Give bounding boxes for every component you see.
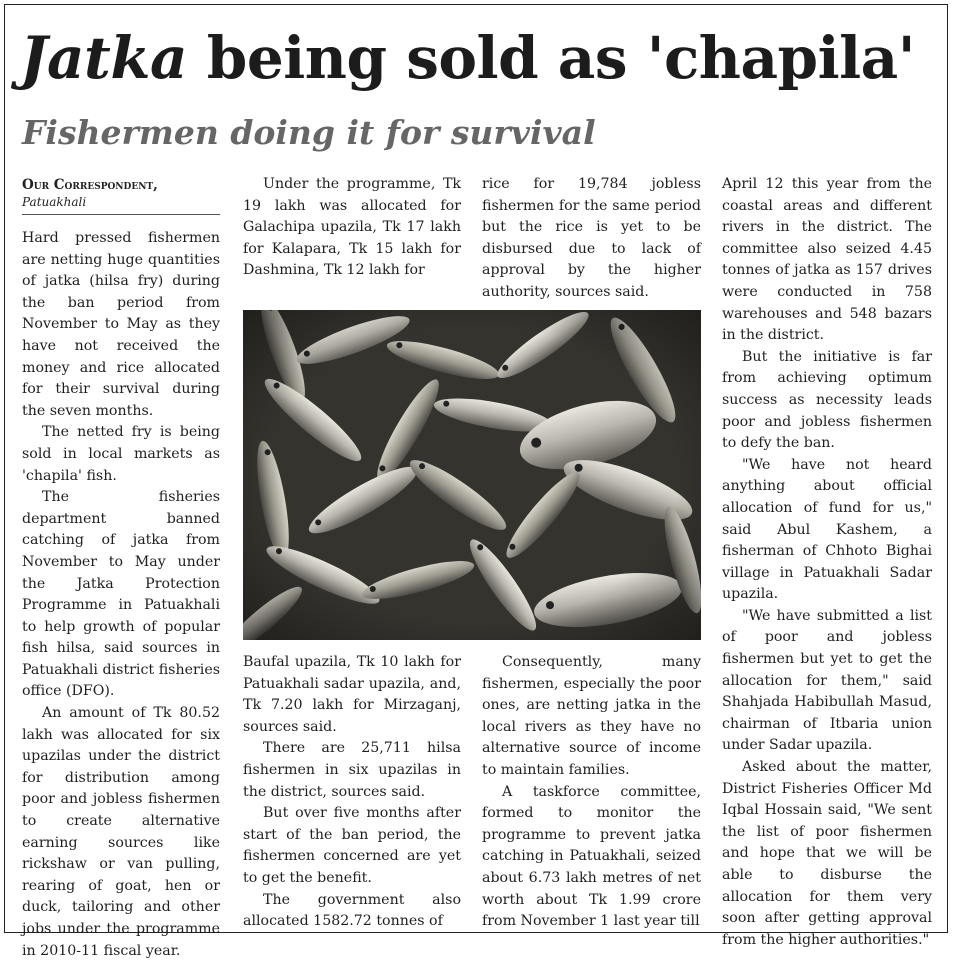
paragraph: The netted fry is being sold in local markets as 'chapila' fish. bbox=[22, 424, 220, 484]
headline bbox=[20, 20, 940, 96]
column-3-top bbox=[482, 174, 701, 304]
fish-photo bbox=[243, 310, 701, 640]
paragraph: Under the programme, Tk 19 lakh was allocated for Galachipa upazila, Tk 17 lakh for Kalapara, Tk 15 lakh for Dashmina, Tk 12 lakh for bbox=[243, 176, 461, 279]
paragraph: Hard pressed fishermen are netting huge quantities of jatka (hilsa fry) during the ban period from November to May as they have not received the money and rice allocated for their survival during the seven months. bbox=[22, 230, 220, 419]
column-3-bottom bbox=[482, 652, 701, 933]
paragraph: Asked about the matter, District Fisheries Officer Md Iqbal Hossain said, "We sent the list of poor fishermen and hope that we will be able to disburse the allocation for them very soon after getting approval from the higher authorities." bbox=[722, 759, 932, 948]
paragraph: "We have not heard anything about official allocation of fund for us," said Abul Kashem, a fisherman of Chhoto Bighai village in Patuakhali Sadar upazila. bbox=[722, 456, 932, 603]
byline bbox=[22, 176, 220, 215]
column-2-bottom bbox=[243, 652, 461, 933]
byline-place: Patuakhali bbox=[22, 195, 87, 209]
column-1 bbox=[22, 228, 220, 962]
headline-rest: being sold as 'chapila' bbox=[187, 24, 916, 92]
paragraph: But the initiative is far from achieving optimum success as necessity leads poor and jobless fishermen to defy the ban. bbox=[722, 348, 932, 452]
paragraph: rice for 19,784 jobless fishermen for the same period but the rice is yet to be disbursed due to lack of approval by the higher authority, sources said. bbox=[482, 176, 701, 300]
paragraph: "We have submitted a list of poor and jobless fishermen but yet to get the allocation for them," said Shahjada Habibullah Masud, chairman of Itbaria union under Sadar upazila. bbox=[722, 607, 932, 754]
headline-italic: Jatka bbox=[20, 24, 188, 92]
paragraph: There are 25,711 hilsa fishermen in six upazilas in the district, sources said. bbox=[243, 740, 461, 800]
paragraph: But over five months after start of the ban period, the fishermen concerned are yet to get the benefit. bbox=[243, 805, 461, 886]
paragraph: Baufal upazila, Tk 10 lakh for Patuakhali sadar upazila, and, Tk 7.20 lakh for Mirzaganj, sources said. bbox=[243, 654, 461, 735]
paragraph: The government also allocated 1582.72 tonnes of bbox=[243, 891, 461, 930]
subheadline: Fishermen doing it for survival bbox=[22, 113, 596, 152]
byline-name: Our Correspondent, bbox=[22, 177, 158, 193]
paragraph: Consequently, many fishermen, especially the poor ones, are netting jatka in the local rivers as they have no alternative source of income to maintain families. bbox=[482, 654, 701, 778]
column-4 bbox=[722, 174, 932, 951]
paragraph: A taskforce committee, formed to monitor the programme to prevent jatka catching in Patuakhali, seized about 6.73 lakh metres of net worth about Tk 1.99 crore from November 1 last year till bbox=[482, 783, 701, 930]
paragraph: The fisheries department banned catching of jatka from November to May under the Jatka Protection Programme in Patuakhali to help growth of popular fish hilsa, said sources in Patuakhali district fisheries office (DFO). bbox=[22, 489, 220, 700]
paragraph: April 12 this year from the coastal areas and different rivers in the district. The committee also seized 4.45 tonnes of jatka as 157 drives were conducted in 758 warehouses and 548 bazars in the district. bbox=[722, 176, 932, 344]
column-2-top bbox=[243, 174, 461, 282]
paragraph: An amount of Tk 80.52 lakh was allocated for six upazilas under the district for distribution among poor and jobless fishermen to create alternative earning sources like rickshaw or van pulling, rearing of goat, hen or duck, tailoring and other jobs under the programme in 2010-11 fiscal year. bbox=[22, 705, 220, 959]
